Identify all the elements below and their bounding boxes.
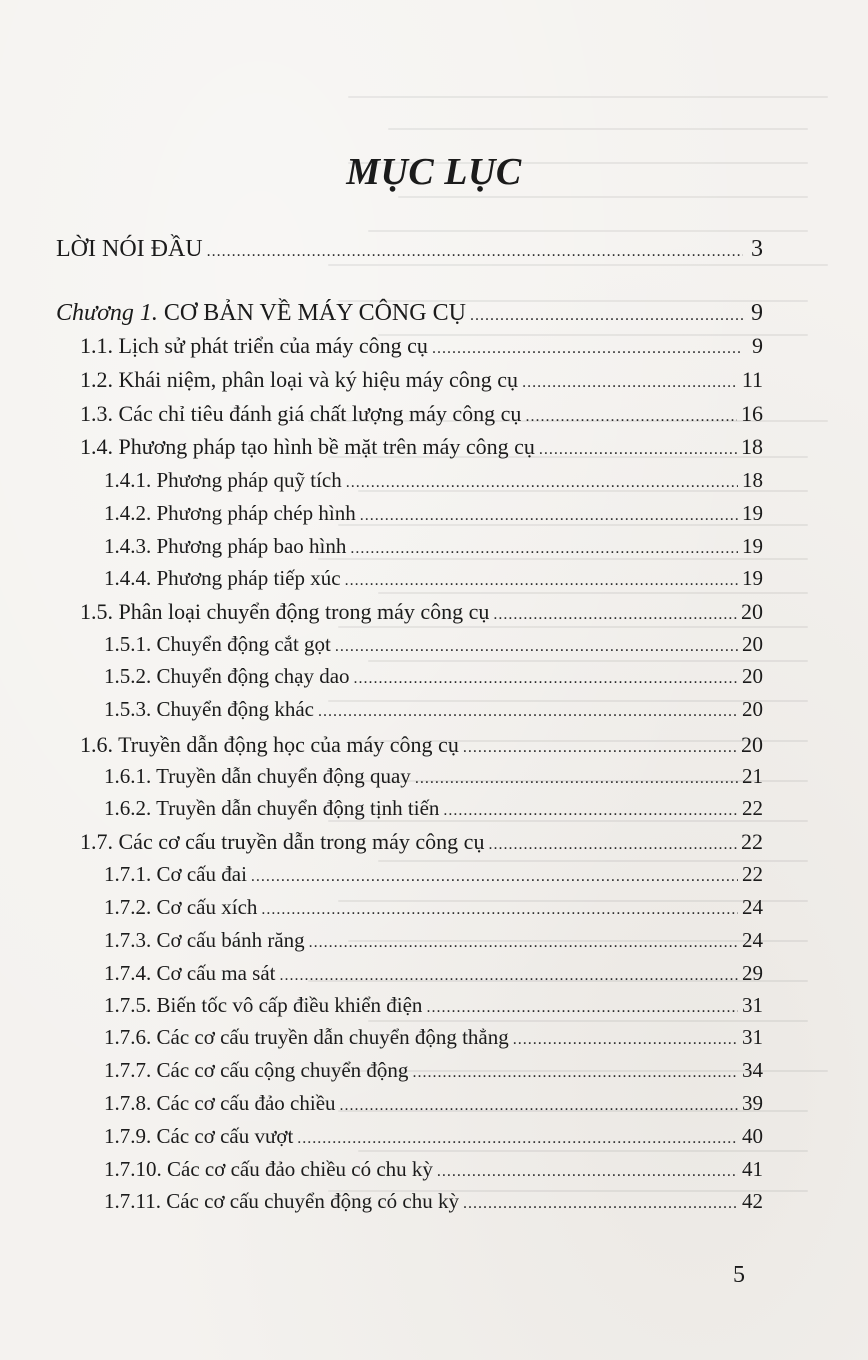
- toc-entry-label: 1.1. Lịch sử phát triển của máy công cụ: [80, 333, 428, 358]
- toc-entry-label: 1.6.1. Truyền dẫn chuyển động quay: [104, 764, 411, 788]
- toc-entry-label: 1.5.1. Chuyển động cắt gọt: [104, 632, 331, 656]
- toc-entry: [104, 1025, 763, 1050]
- toc-entry: [104, 1091, 763, 1116]
- toc-entry-page: 20: [741, 599, 763, 624]
- toc-entry-label: 1.7.11. Các cơ cấu chuyển động có chu kỳ: [104, 1189, 459, 1213]
- dot-leader: [443, 802, 738, 820]
- toc-entry-label: 1.4. Phương pháp tạo hình bề mặt trên máy công cụ: [80, 434, 535, 459]
- toc-entry-page: 31: [742, 1025, 763, 1049]
- toc-entry-page: 34: [742, 1058, 763, 1082]
- toc-entry-page: 18: [741, 434, 763, 459]
- toc-entry: [80, 732, 763, 758]
- chapter-prefix: Chương 1.: [56, 300, 158, 326]
- toc-entry-page: 3: [751, 236, 763, 262]
- toc-entry: [104, 961, 763, 986]
- toc-entry-label: 1.5.2. Chuyển động chạy dao: [104, 664, 350, 688]
- dot-leader: [335, 638, 738, 656]
- toc-entry-page: 20: [742, 697, 763, 721]
- dot-leader: [297, 1130, 738, 1148]
- toc-entry-page: 22: [741, 829, 763, 854]
- toc-entry-label: 1.7.3. Cơ cấu bánh răng: [104, 928, 305, 952]
- toc-entry-label: 1.6. Truyền dẫn động học của máy công cụ: [80, 732, 459, 757]
- toc-entry: [104, 764, 763, 789]
- toc-entry-foreword: [56, 236, 763, 263]
- toc-entry: [104, 632, 763, 657]
- toc-entry-label: 1.7.7. Các cơ cấu cộng chuyển động: [104, 1058, 409, 1082]
- toc-entry-page: 9: [752, 333, 763, 358]
- dot-leader: [470, 307, 743, 325]
- dot-leader: [493, 606, 737, 624]
- dot-leader: [415, 770, 738, 788]
- toc-entry: [80, 829, 763, 855]
- toc-entry: [80, 434, 763, 460]
- dot-leader: [280, 967, 739, 985]
- toc-entry-label: 1.7.4. Cơ cấu ma sát: [104, 961, 276, 985]
- toc-entry-label: 1.3. Các chỉ tiêu đánh giá chất lượng máy công cụ: [80, 401, 522, 426]
- toc-entry-page: 41: [742, 1157, 763, 1181]
- toc-entry-label: 1.4.4. Phương pháp tiếp xúc: [104, 566, 341, 590]
- toc-entry: [104, 664, 763, 689]
- toc-entry: [104, 501, 763, 526]
- toc-entry: [80, 367, 763, 393]
- toc-entry-label: 1.7.10. Các cơ cấu đảo chiều có chu kỳ: [104, 1157, 433, 1181]
- toc-entry: [104, 993, 763, 1018]
- dot-leader: [346, 474, 738, 492]
- toc-entry-page: 9: [751, 300, 763, 326]
- toc-entry: [104, 928, 763, 953]
- chapter-title: CƠ BẢN VỀ MÁY CÔNG CỤ: [163, 300, 466, 326]
- toc-entry-label: 1.6.2. Truyền dẫn chuyển động tịnh tiến: [104, 796, 440, 820]
- page-number: 5: [733, 1262, 745, 1288]
- dot-leader: [522, 374, 738, 392]
- toc-entry-page: 21: [742, 764, 763, 788]
- toc-entry-page: 40: [742, 1124, 763, 1148]
- toc-entry-page: 22: [742, 796, 763, 820]
- toc-title: MỤC LỤC: [346, 151, 522, 193]
- dot-leader: [345, 572, 738, 590]
- toc-entry-label: 1.5.3. Chuyển động khác: [104, 697, 314, 721]
- toc-entry-label: 1.4.2. Phương pháp chép hình: [104, 501, 356, 525]
- dot-leader: [340, 1097, 738, 1115]
- toc-entry-page: 11: [741, 367, 763, 392]
- dot-leader: [432, 340, 743, 358]
- dot-leader: [463, 1195, 738, 1213]
- toc-entry-page: 39: [742, 1091, 763, 1115]
- dot-leader: [360, 507, 738, 525]
- toc-entry-page: 19: [742, 501, 763, 525]
- dot-leader: [261, 901, 738, 919]
- dot-leader: [513, 1031, 738, 1049]
- toc-entry-page: 22: [742, 862, 763, 886]
- toc-entry-page: 19: [742, 534, 763, 558]
- toc-entry: [80, 401, 763, 427]
- toc-entry: [104, 862, 763, 887]
- toc-entry-label: 1.5. Phân loại chuyển động trong máy công cụ: [80, 599, 490, 624]
- toc-entry: [104, 1058, 763, 1083]
- toc-entry-label: 1.7.9. Các cơ cấu vượt: [104, 1124, 294, 1148]
- toc-entry: [104, 697, 763, 722]
- dot-leader: [437, 1163, 738, 1181]
- dot-leader: [426, 999, 738, 1017]
- dot-leader: [488, 836, 737, 854]
- toc-entry: [104, 796, 763, 821]
- toc-chapter-1: [56, 300, 763, 327]
- dot-leader: [207, 243, 743, 261]
- dot-leader: [309, 934, 738, 952]
- toc-entry-page: 19: [742, 566, 763, 590]
- toc-entry: [104, 1124, 763, 1149]
- toc-entry: [80, 333, 763, 359]
- toc-entry-page: 20: [742, 632, 763, 656]
- toc-entry-label: 1.4.3. Phương pháp bao hình: [104, 534, 347, 558]
- toc-entry: [104, 468, 763, 493]
- toc-entry-label: 1.7.8. Các cơ cấu đảo chiều: [104, 1091, 336, 1115]
- toc-entry-label: 1.7. Các cơ cấu truyền dẫn trong máy công cụ: [80, 829, 485, 854]
- dot-leader: [251, 868, 738, 886]
- dot-leader: [525, 408, 737, 426]
- dot-leader: [412, 1064, 738, 1082]
- toc-entry-label: LỜI NÓI ĐẦU: [56, 236, 203, 262]
- toc-entry-page: 42: [742, 1189, 763, 1213]
- toc-entry: [80, 599, 763, 625]
- toc-entry-label: 1.2. Khái niệm, phân loại và ký hiệu máy công cụ: [80, 367, 519, 392]
- dot-leader: [354, 670, 738, 688]
- toc-entry-page: 16: [741, 401, 763, 426]
- toc-entry-page: 20: [742, 664, 763, 688]
- toc-entry: [104, 895, 763, 920]
- toc-entry-page: 29: [742, 961, 763, 985]
- toc-entry-page: 24: [742, 928, 763, 952]
- dot-leader: [539, 441, 737, 459]
- toc-entry-label: 1.4.1. Phương pháp quỹ tích: [104, 468, 342, 492]
- toc-entry-page: 24: [742, 895, 763, 919]
- toc-entry-label: 1.7.5. Biến tốc vô cấp điều khiển điện: [104, 993, 423, 1017]
- dot-leader: [318, 703, 738, 721]
- toc-entry-label: 1.7.6. Các cơ cấu truyền dẫn chuyển động thẳng: [104, 1025, 509, 1049]
- toc-entry-label: 1.7.2. Cơ cấu xích: [104, 895, 258, 919]
- toc-entry-label: 1.7.1. Cơ cấu đai: [104, 862, 247, 886]
- dot-leader: [350, 540, 738, 558]
- toc-entry: [104, 1157, 763, 1182]
- toc-entry-page: 18: [742, 468, 763, 492]
- dot-leader: [463, 739, 737, 757]
- toc-entry: [104, 566, 763, 591]
- toc-entry-page: 20: [741, 732, 763, 757]
- toc-entry: [104, 534, 763, 559]
- toc-entry-page: 31: [742, 993, 763, 1017]
- toc-entry: [104, 1189, 763, 1214]
